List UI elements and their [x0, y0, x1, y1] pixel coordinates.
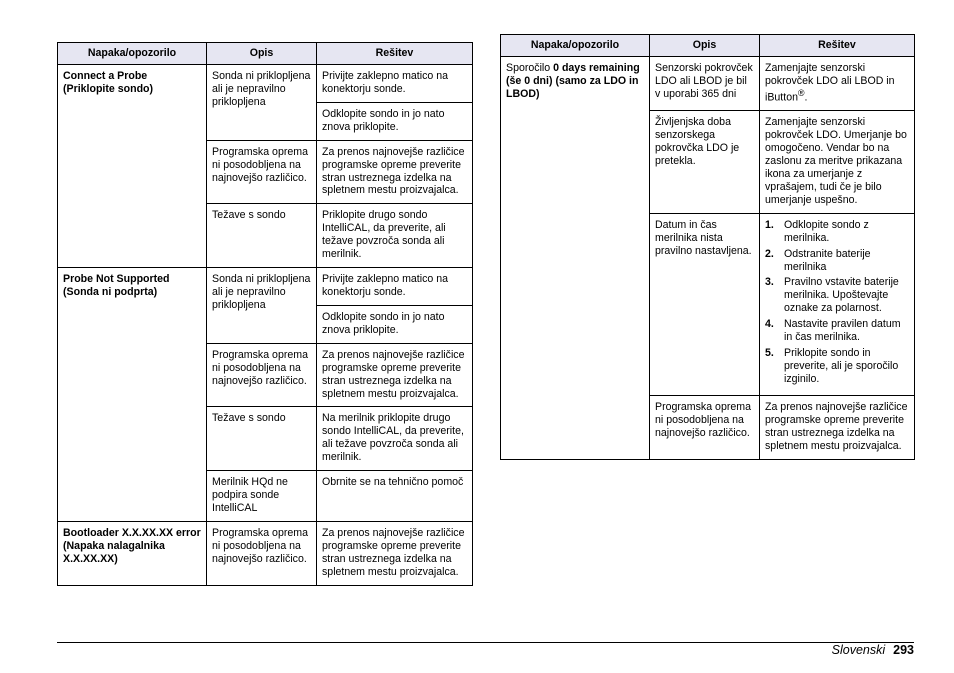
solution-cell: Za prenos najnovejše različice programske opreme preverite stran ustreznega izdelka na spletnem mestu proizvajalca. — [317, 140, 473, 204]
error-cell: Bootloader X.X.XX.XX error (Napaka nalagalnika X.X.XX.XX) — [58, 521, 207, 585]
solution-cell: Na merilnik priklopite drugo sondo IntelliCAL, da preverite, ali težave povzroča sonda ali merilnik. — [317, 407, 473, 471]
step-text: Priklopite sondo in preverite, ali je sporočilo izginilo. — [784, 347, 899, 385]
table-row — [501, 57, 915, 111]
solution-cell: Privijte zaklepno matico na konektorju sonde. — [317, 268, 473, 306]
solution-cell: Za prenos najnovejše različice programske opreme preverite stran ustreznega izdelka na spletnem mestu proizvajalca. — [760, 395, 915, 459]
step-number: 4. — [765, 318, 774, 331]
table-row — [58, 521, 473, 585]
solution-cell: Odklopite sondo in jo nato znova priklopite. — [317, 102, 473, 140]
solution-cell: Za prenos najnovejše različice programske opreme preverite stran ustreznega izdelka na spletnem mestu proizvajalca. — [317, 521, 473, 585]
error-title: 0 days remaining (še 0 dni) (samo za LDO in LBOD) — [506, 62, 640, 100]
step-text: Odklopite sondo z merilnika. — [784, 218, 869, 244]
error-cell — [501, 57, 650, 460]
description-cell: Življenjska doba senzorskega pokrovčka LDO je pretekla. — [650, 111, 760, 213]
step-text: Odstranite baterije merilnika — [784, 247, 871, 273]
description-cell: Sonda ni priklopljena ali je nepravilno priklopljena — [207, 268, 317, 344]
solution-steps — [765, 219, 909, 386]
step-text: Nastavite pravilen datum in čas merilnika. — [784, 318, 901, 344]
description-cell: Programska oprema ni posodobljena na najnovejšo različico. — [207, 343, 317, 407]
step-text: Pravilno vstavite baterije merilnika. Upoštevajte oznake za polarnost. — [784, 276, 899, 315]
solution-cell: Priklopite drugo sondo IntelliCAL, da preverite, ali težave povzroča sonda ali merilnik. — [317, 204, 473, 268]
footer-divider — [57, 642, 914, 643]
solution-cell: Odklopite sondo in jo nato znova priklopite. — [317, 305, 473, 343]
list-item — [765, 219, 909, 245]
footer-language: Slovenski — [831, 643, 886, 657]
troubleshooting-table-right — [500, 34, 915, 460]
page-number: 293 — [893, 643, 914, 657]
description-cell: Merilnik HQd ne podpira sonde IntelliCAL — [207, 471, 317, 522]
error-cell: Connect a Probe (Priklopite sondo) — [58, 65, 207, 268]
list-item — [765, 347, 909, 386]
description-cell: Senzorski pokrovček LDO ali LBOD je bil v uporabi 365 dni — [650, 57, 760, 111]
list-item — [765, 318, 909, 344]
description-cell: Programska oprema ni posodobljena na najnovejšo različico. — [207, 521, 317, 585]
solution-cell: Za prenos najnovejše različice programske opreme preverite stran ustreznega izdelka na spletnem mestu proizvajalca. — [317, 343, 473, 407]
header-error: Napaka/opozorilo — [501, 35, 650, 57]
step-number: 2. — [765, 247, 774, 260]
list-item — [765, 248, 909, 274]
solution-cell — [760, 57, 915, 111]
error-cell: Probe Not Supported (Sonda ni podprta) — [58, 268, 207, 522]
solution-cell: Obrnite se na tehnično pomoč — [317, 471, 473, 522]
header-description: Opis — [650, 35, 760, 57]
list-item — [765, 276, 909, 315]
troubleshooting-table-left — [57, 42, 473, 586]
solution-text-end: . — [804, 91, 808, 104]
step-number: 1. — [765, 218, 774, 231]
description-cell: Sonda ni priklopljena ali je nepravilno priklopljena — [207, 65, 317, 141]
header-solution: Rešitev — [317, 43, 473, 65]
description-cell: Programska oprema ni posodobljena na najnovejšo različico. — [650, 395, 760, 459]
header-description: Opis — [207, 43, 317, 65]
description-cell: Programska oprema ni posodobljena na najnovejšo različico. — [207, 140, 317, 204]
solution-text: Zamenjajte senzorski pokrovček LDO ali LBOD in iButton — [765, 62, 895, 104]
page-footer — [832, 643, 914, 657]
header-solution: Rešitev — [760, 35, 915, 57]
header-error: Napaka/opozorilo — [58, 43, 207, 65]
solution-cell: Zamenjajte senzorski pokrovček LDO. Umerjanje bo omogočeno. Vendar bo na zaslonu za meritve prikazana ikona za umerjanje z vprašajem, tudi če je bilo umerjanje uspešno. — [760, 111, 915, 213]
description-cell: Datum in čas merilnika nista pravilno nastavljena. — [650, 213, 760, 395]
registered-mark: ® — [797, 87, 805, 98]
step-number: 5. — [765, 347, 774, 360]
solution-cell — [760, 213, 915, 395]
step-number: 3. — [765, 276, 774, 289]
table-row — [58, 268, 473, 306]
description-cell: Težave s sondo — [207, 407, 317, 471]
error-prefix: Sporočilo — [506, 62, 554, 74]
description-cell: Težave s sondo — [207, 204, 317, 268]
solution-cell: Privijte zaklepno matico na konektorju sonde. — [317, 65, 473, 103]
table-row — [58, 65, 473, 103]
